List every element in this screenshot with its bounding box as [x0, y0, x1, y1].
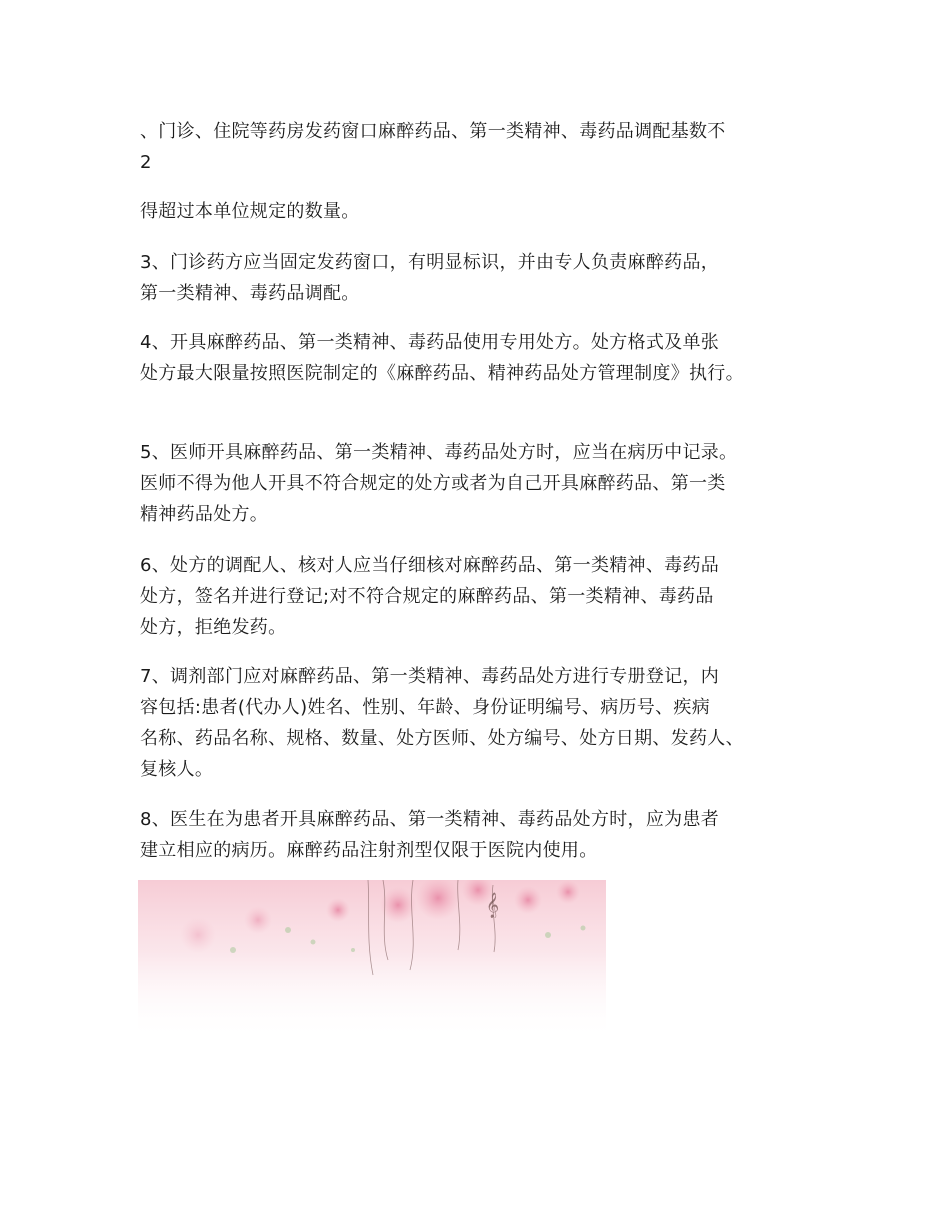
text-line: 复核人。 [140, 759, 214, 780]
text-line: 医师不得为他人开具不符合规定的处方或者为自己开具麻醉药品、第一类 [140, 473, 726, 494]
text-line: 容包括:患者(代办人)姓名、性别、年龄、身份证明编号、病历号、疾病 [140, 697, 711, 718]
text-line: 名称、药品名称、规格、数量、处方医师、处方编号、处方日期、发药人、 [140, 728, 744, 749]
text-line: 8、医生在为患者开具麻醉药品、第一类精神、毒药品处方时，应为患者 [140, 809, 720, 830]
treble-clef-icon: 𝄞 [486, 893, 500, 918]
text-line: 处方最大限量按照医院制定的《麻醉药品、精神药品处方管理制度》执行。 [140, 363, 744, 384]
paragraph-4 [140, 327, 840, 389]
text-line: 3、门诊药方应当固定发药窗口，有明显标识，并由专人负责麻醉药品， [140, 252, 720, 273]
paragraph-8 [140, 804, 840, 866]
text-line: 建立相应的病历。麻醉药品注射剂型仅限于医院内使用。 [140, 840, 598, 861]
paragraph-5 [140, 437, 840, 530]
paragraph-2-continued [140, 196, 840, 227]
text-line: 第一类精神、毒药品调配。 [140, 283, 360, 304]
text-line: 6、处方的调配人、核对人应当仔细核对麻醉药品、第一类精神、毒药品 [140, 555, 720, 576]
text-line: 处方，拒绝发药。 [140, 617, 287, 638]
paragraph-3 [140, 247, 840, 309]
text-line: 4、开具麻醉药品、第一类精神、毒药品使用专用处方。处方格式及单张 [140, 332, 720, 353]
text-line: 得超过本单位规定的数量。 [140, 201, 360, 222]
paragraph-6 [140, 550, 840, 643]
paragraph-7 [140, 661, 840, 785]
text-line: 7、调剂部门应对麻醉药品、第一类精神、毒药品处方进行专册登记，内 [140, 666, 720, 687]
text-line: 5、医师开具麻醉药品、第一类精神、毒药品处方时，应当在病历中记录。 [140, 442, 738, 463]
text-line: 、门诊、住院等药房发药窗口麻醉药品、第一类精神、毒药品调配基数不 [140, 121, 726, 142]
text-line: 处方，签名并进行登记;对不符合规定的麻醉药品、第一类精神、毒药品 [140, 586, 714, 607]
text-line: 精神药品处方。 [140, 504, 269, 525]
paragraph-2-fragment [140, 116, 840, 178]
page-number-2: 2 [140, 152, 152, 173]
floral-decoration-image [138, 880, 606, 1040]
